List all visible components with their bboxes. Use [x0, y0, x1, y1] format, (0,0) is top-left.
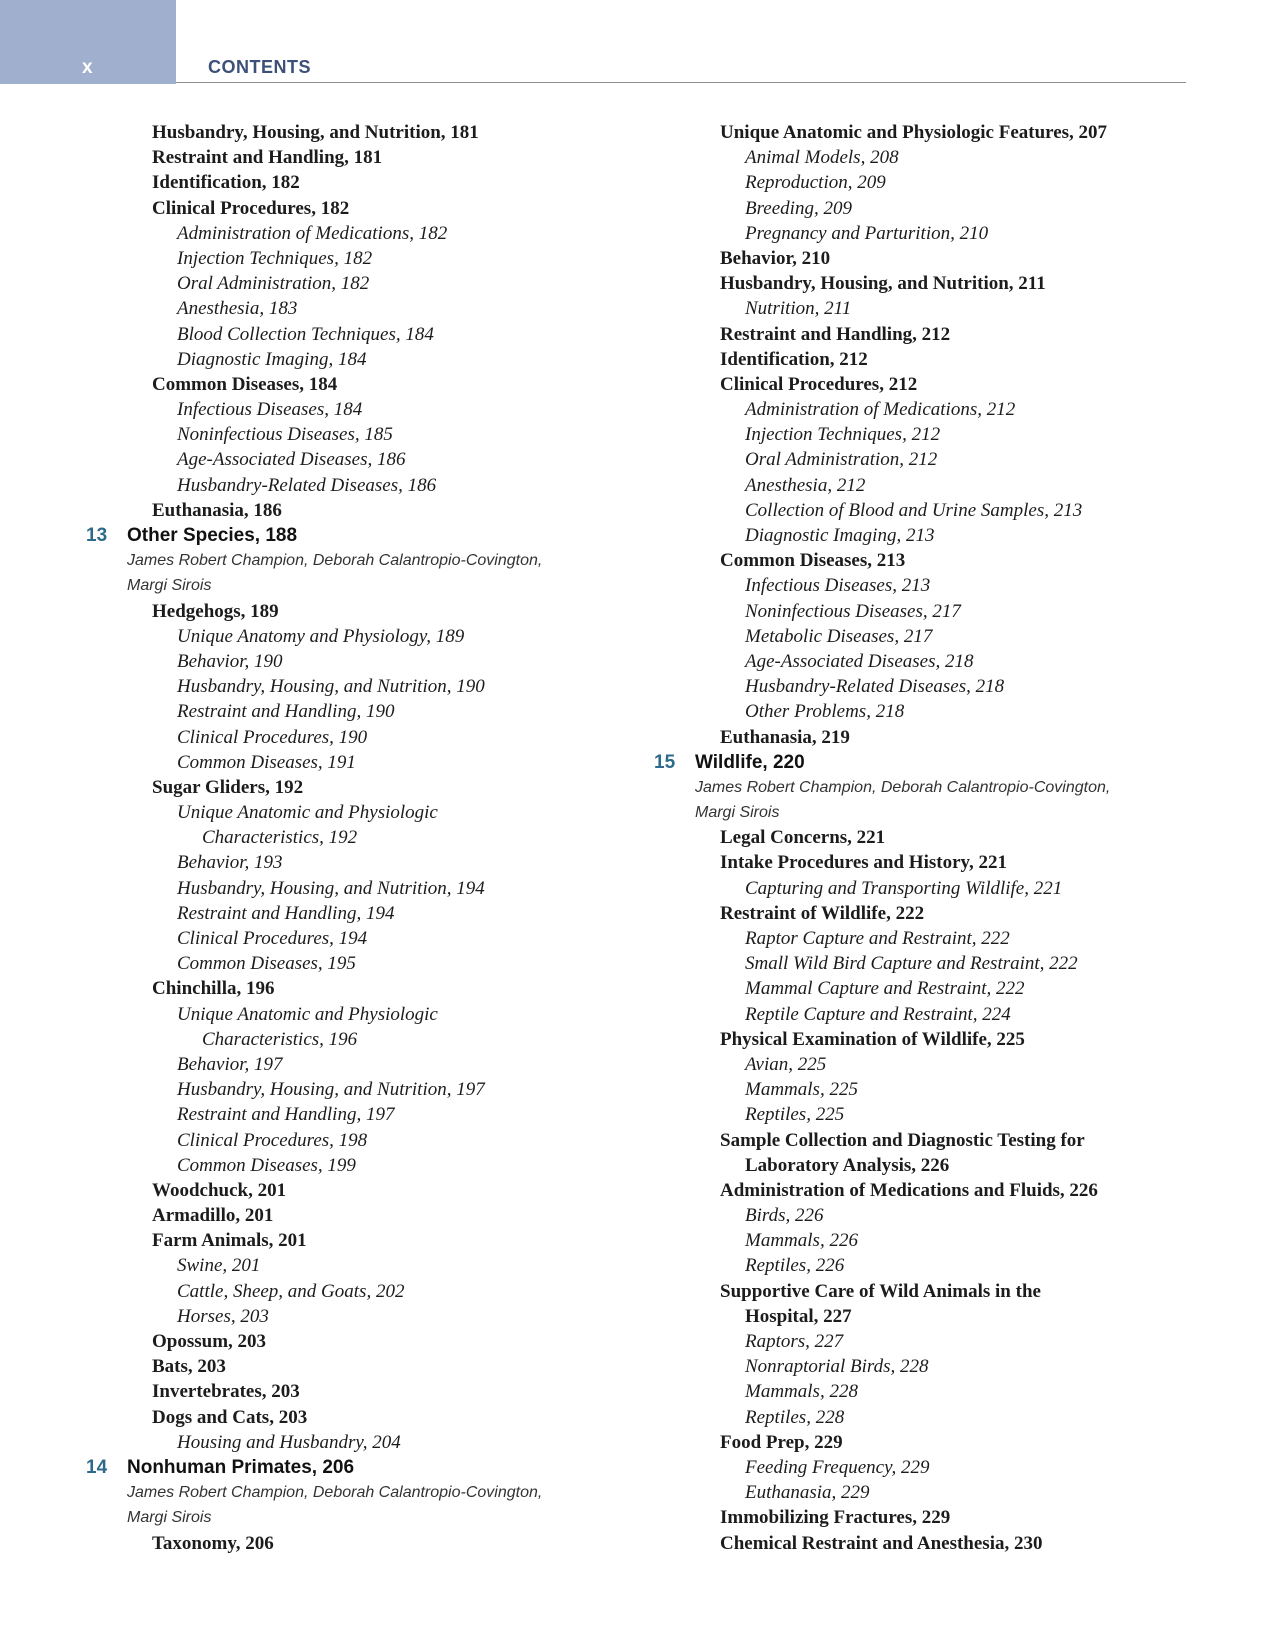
toc-section-entry: Legal Concerns, 221: [720, 827, 886, 849]
toc-subsection-entry: Oral Administration, 182: [177, 273, 370, 295]
chapter-title: Other Species, 188: [127, 525, 298, 546]
toc-section-entry: Dogs and Cats, 203: [152, 1406, 308, 1428]
toc-subsection-entry: Anesthesia, 212: [745, 474, 866, 496]
toc-subsection-entry: Husbandry, Housing, and Nutrition, 190: [177, 676, 485, 698]
toc-subsection-entry: Other Problems, 218: [745, 701, 905, 723]
chapter-heading: [654, 750, 1254, 775]
running-head: CONTENTS: [208, 57, 311, 77]
toc-section-entry: Food Prep, 229: [720, 1431, 843, 1453]
toc-subsection-entry: Capturing and Transporting Wildlife, 221: [745, 877, 1063, 899]
toc-subsection-entry: Breeding, 209: [745, 197, 852, 219]
toc-section-entry: Intake Procedures and History, 221: [720, 852, 1007, 874]
toc-subsection-entry: Common Diseases, 195: [177, 953, 356, 975]
toc-subsection-entry: Infectious Diseases, 184: [177, 399, 363, 421]
toc-section-entry: Restraint of Wildlife, 222: [720, 902, 925, 924]
toc-section-entry: Hedgehogs, 189: [152, 600, 279, 622]
toc-section-entry: Immobilizing Fractures, 229: [720, 1507, 951, 1529]
toc-subsection-entry: Restraint and Handling, 190: [177, 701, 395, 723]
toc-subsection-entry: Unique Anatomic and Physiologic: [177, 1003, 438, 1025]
toc-subsection-entry: Reptile Capture and Restraint, 224: [745, 1003, 1011, 1025]
toc-section-entry: Identification, 212: [720, 348, 868, 370]
header-rule: [176, 82, 1186, 83]
page-number: x: [82, 57, 93, 78]
toc-subsection-entry: Mammals, 228: [745, 1381, 858, 1403]
toc-subsection-entry: Mammals, 226: [745, 1230, 858, 1252]
chapter-authors: Margi Sirois: [127, 577, 212, 595]
toc-subsection-entry: Behavior, 193: [177, 852, 283, 874]
chapter-authors: Margi Sirois: [127, 1509, 212, 1527]
toc-subsection-entry: Euthanasia, 229: [745, 1482, 870, 1504]
chapter-number: 14: [86, 1456, 108, 1478]
toc-subsection-entry: Avian, 225: [745, 1053, 827, 1075]
toc-subsection-entry: Injection Techniques, 182: [177, 247, 373, 269]
toc-subsection-entry: Husbandry-Related Diseases, 186: [177, 474, 437, 496]
toc-subsection-entry: Swine, 201: [177, 1255, 261, 1277]
toc-section-entry: Common Diseases, 184: [152, 373, 338, 395]
toc-section-entry: Euthanasia, 186: [152, 499, 282, 521]
chapter-authors: James Robert Champion, Deborah Calantropio-Covington,: [127, 1484, 543, 1502]
toc-subsection-entry: Behavior, 197: [177, 1053, 283, 1075]
toc-section-entry: Common Diseases, 213: [720, 550, 906, 572]
toc-subsection-entry: Reproduction, 209: [745, 172, 886, 194]
toc-subsection-entry: Husbandry-Related Diseases, 218: [745, 676, 1005, 698]
chapter-title: Wildlife, 220: [695, 751, 805, 773]
toc-subsection-entry: Blood Collection Techniques, 184: [177, 323, 434, 345]
toc-section-entry: Husbandry, Housing, and Nutrition, 211: [720, 273, 1046, 295]
toc-subsection-entry: Diagnostic Imaging, 213: [745, 525, 935, 546]
toc-section-entry: Chemical Restraint and Anesthesia, 230: [720, 1532, 1043, 1554]
toc-section-entry: Euthanasia, 219: [720, 726, 850, 748]
toc-subsection-entry: Housing and Husbandry, 204: [177, 1431, 401, 1453]
toc-subsection-entry: Metabolic Diseases, 217: [745, 625, 933, 647]
toc-section-entry: Administration of Medications and Fluids, 226: [720, 1179, 1098, 1201]
toc-section-entry: Restraint and Handling, 181: [152, 147, 383, 169]
toc-section-entry: Identification, 182: [152, 172, 300, 194]
toc-section-entry-continued: Laboratory Analysis, 226: [745, 1154, 950, 1176]
toc-subsection-entry: Noninfectious Diseases, 185: [177, 424, 393, 446]
toc-subsection-entry: Animal Models, 208: [745, 147, 899, 169]
toc-subsection-entry: Pregnancy and Parturition, 210: [745, 222, 989, 244]
toc-subsection-entry: Husbandry, Housing, and Nutrition, 194: [177, 877, 485, 899]
toc-subsection-entry: Oral Administration, 212: [745, 449, 938, 471]
toc-subsection-entry: Unique Anatomic and Physiologic: [177, 802, 438, 824]
toc-section-entry: Taxonomy, 206: [152, 1532, 274, 1554]
toc-subsection-entry: Restraint and Handling, 194: [177, 902, 395, 924]
toc-subsection-entry: Restraint and Handling, 197: [177, 1104, 395, 1126]
toc-section-entry: Invertebrates, 203: [152, 1381, 300, 1403]
toc-subsection-entry: Administration of Medications, 212: [745, 399, 1016, 421]
toc-subsection-entry: Reptiles, 226: [745, 1255, 845, 1277]
toc-subsection-entry: Nonraptorial Birds, 228: [745, 1356, 929, 1378]
toc-subsection-entry: Feeding Frequency, 229: [745, 1456, 930, 1478]
toc-section-entry: Bats, 203: [152, 1356, 226, 1378]
toc-subsection-entry: Unique Anatomy and Physiology, 189: [177, 625, 465, 647]
toc-subsection-entry: Common Diseases, 191: [177, 751, 356, 773]
toc-section-entry: Physical Examination of Wildlife, 225: [720, 1028, 1025, 1050]
toc-section-entry: Clinical Procedures, 182: [152, 197, 350, 219]
toc-subsection-entry: Diagnostic Imaging, 184: [177, 348, 367, 370]
toc-subsection-entry: Behavior, 190: [177, 650, 283, 672]
toc-section-entry: Restraint and Handling, 212: [720, 323, 951, 345]
toc-subsection-entry: Birds, 226: [745, 1205, 824, 1227]
page-tab: [0, 0, 176, 84]
toc-subsection-entry: Reptiles, 225: [745, 1104, 845, 1126]
toc-subsection-entry-continued: Characteristics, 196: [202, 1028, 358, 1050]
chapter-heading: [86, 523, 646, 548]
toc-subsection-entry: Mammals, 225: [745, 1079, 858, 1101]
chapter-title: Nonhuman Primates, 206: [127, 1456, 355, 1478]
toc-subsection-entry: Noninfectious Diseases, 217: [745, 600, 961, 622]
toc-subsection-entry: Cattle, Sheep, and Goats, 202: [177, 1280, 405, 1302]
toc-section-entry: Unique Anatomic and Physiologic Features, 207: [720, 122, 1108, 143]
chapter-authors: James Robert Champion, Deborah Calantropio-Covington,: [695, 778, 1111, 796]
toc-subsection-entry: Common Diseases, 199: [177, 1154, 356, 1176]
toc-subsection-entry: Mammal Capture and Restraint, 222: [745, 978, 1025, 1000]
toc-subsection-entry: Raptor Capture and Restraint, 222: [745, 928, 1010, 949]
toc-section-entry: Chinchilla, 196: [152, 978, 275, 1000]
toc-subsection-entry: Clinical Procedures, 194: [177, 928, 368, 949]
toc-section-entry: Woodchuck, 201: [152, 1179, 287, 1201]
toc-subsection-entry: Horses, 203: [177, 1305, 269, 1327]
toc-subsection-entry: Husbandry, Housing, and Nutrition, 197: [177, 1079, 485, 1101]
toc-subsection-entry: Nutrition, 211: [745, 298, 852, 320]
toc-column-right: [654, 120, 1254, 1556]
chapter-authors: James Robert Champion, Deborah Calantropio-Covington,: [127, 552, 543, 570]
toc-column-left: [86, 120, 646, 1556]
toc-subsection-entry: Age-Associated Diseases, 186: [177, 449, 406, 471]
toc-section-entry: Husbandry, Housing, and Nutrition, 181: [152, 122, 479, 143]
toc-section-entry: Clinical Procedures, 212: [720, 373, 918, 395]
toc-section-entry: Opossum, 203: [152, 1331, 267, 1352]
toc-section-entry-continued: Hospital, 227: [745, 1305, 852, 1327]
toc-subsection-entry: Reptiles, 228: [745, 1406, 845, 1428]
toc-subsection-entry: Raptors, 227: [745, 1331, 844, 1352]
toc-subsection-entry: Infectious Diseases, 213: [745, 575, 931, 597]
toc-section-entry: Farm Animals, 201: [152, 1230, 307, 1252]
toc-subsection-entry: Collection of Blood and Urine Samples, 213: [745, 499, 1083, 521]
toc-subsection-entry: Small Wild Bird Capture and Restraint, 222: [745, 953, 1078, 975]
toc-section-entry: Armadillo, 201: [152, 1205, 274, 1227]
toc-subsection-entry-continued: Characteristics, 192: [202, 827, 358, 849]
toc-section-entry: Supportive Care of Wild Animals in the: [720, 1280, 1041, 1302]
toc-subsection-entry: Clinical Procedures, 198: [177, 1129, 368, 1151]
chapter-number: 13: [86, 525, 108, 546]
toc-subsection-entry: Administration of Medications, 182: [177, 222, 448, 244]
toc-section-entry: Behavior, 210: [720, 247, 831, 269]
toc-subsection-entry: Age-Associated Diseases, 218: [745, 650, 974, 672]
toc-subsection-entry: Injection Techniques, 212: [745, 424, 941, 446]
chapter-number: 15: [654, 751, 676, 773]
toc-subsection-entry: Anesthesia, 183: [177, 298, 298, 320]
chapter-authors: Margi Sirois: [695, 804, 780, 822]
toc-section-entry: Sample Collection and Diagnostic Testing for: [720, 1129, 1085, 1151]
chapter-heading: [86, 1455, 646, 1480]
toc-section-entry: Sugar Gliders, 192: [152, 776, 304, 798]
toc-subsection-entry: Clinical Procedures, 190: [177, 726, 368, 748]
